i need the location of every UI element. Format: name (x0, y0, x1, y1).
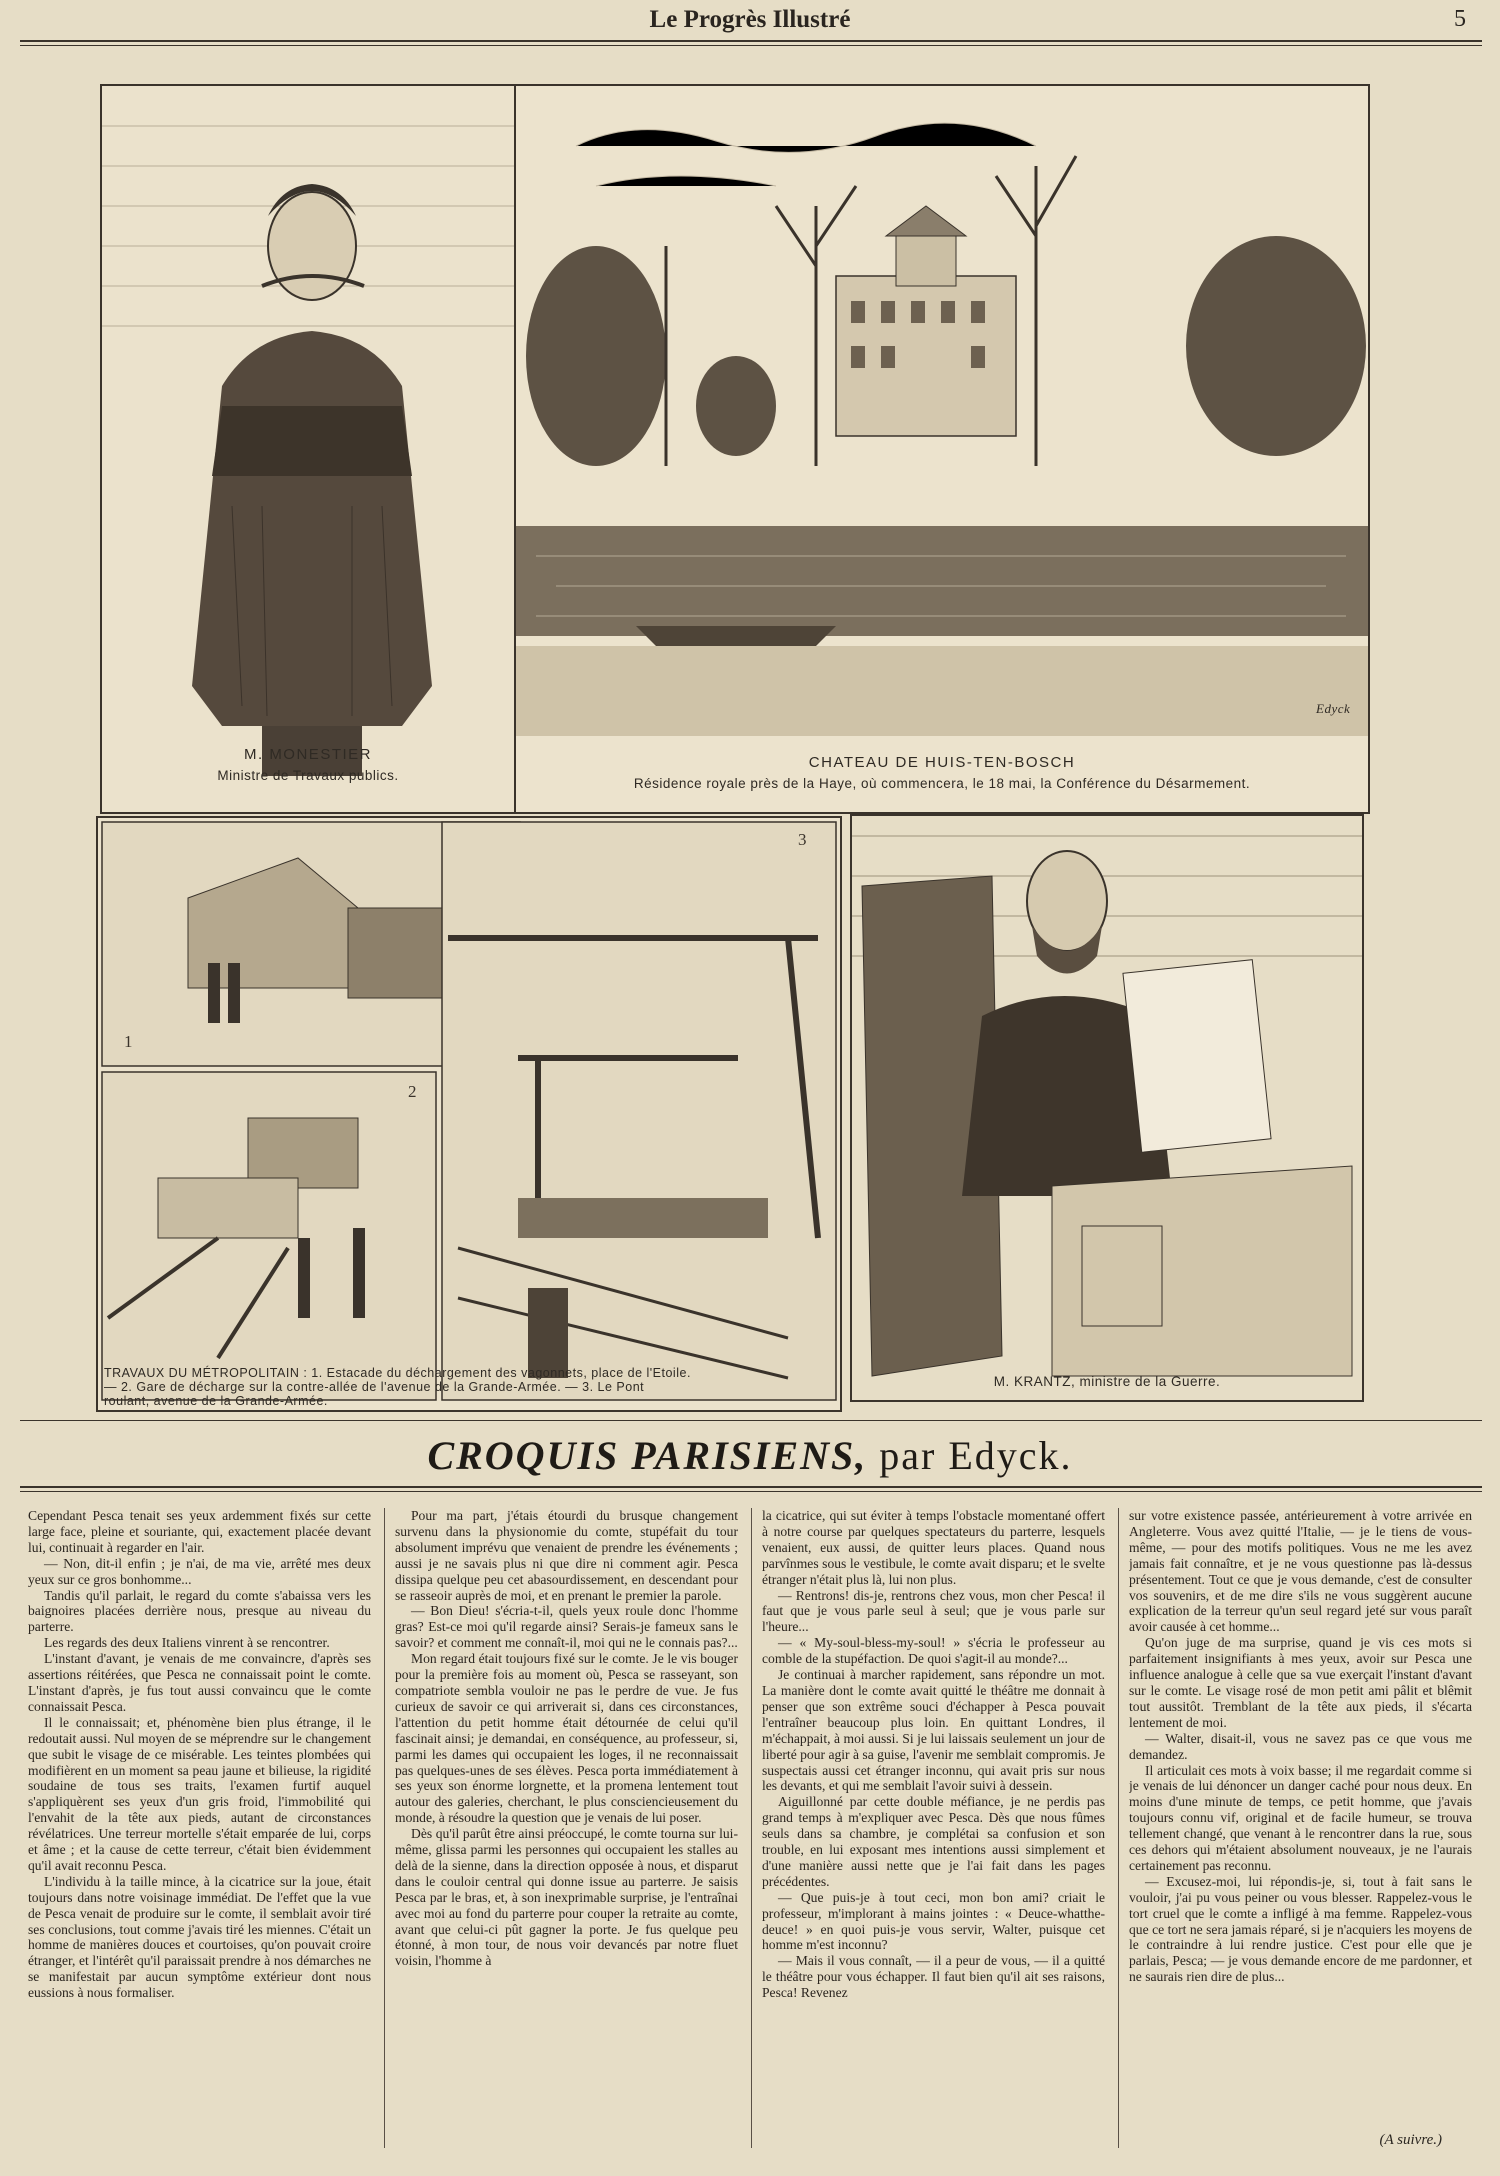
paragraph: Il le connaissait; et, phénomène bien plus étrange, il le redoutait aussi. Nul moyen de se méprendre sur le changement que subit le visage de ce misérable. Les teintes plombées qui modifièrent en un moment sa peau jaune et bilieuse, la rigidité soudaine de tous ses traits, l'examen furtif auquel s'appliquèrent ses yeux d'un gris froid, l'immobilité qui l'envahit de la tête aux pieds, autant de circonstances révélatrices. Une terreur mortelle s'était emparée de lui, corps et âme ; et la cause de cette terreur, c'était bien évidemment qu'il avait reconnu Pesca. (28, 1714, 371, 1873)
article-column-4 (1129, 1508, 1472, 2148)
masthead-rule (20, 40, 1482, 42)
paragraph: — Mais il vous connaît, — il a peur de vous, — il a quitté le théâtre pour vous échapper. Il faut bien qu'il ait ses raisons, Pesca! Revenez (762, 1953, 1105, 2001)
paragraph: Qu'on juge de ma surprise, quand je vis ces mots si parfaitement insignifiants à mes yeux, avoir sur Pesca une influence analogue à celle que sa vue exerçait l'instant d'avant sur le comte. Le visage rosé de mon petit ami pâlit et blêmit tout aussitôt. Tremblant de la tête aux pieds, il s'écarta lentement de moi. (1129, 1635, 1472, 1730)
paragraph: Les regards des deux Italiens vinrent à se rencontrer. (44, 1635, 330, 1651)
paragraph: Je continuai à marcher rapidement, sans répondre un mot. La manière dont le comte avait quitté le théâtre me donnait à penser que son extrême souci d'échapper à Pesca pouvait l'entraîner beaucoup plus loin. En quittant Londres, il m'échappait, à moi aussi. Si je lui laissais seulement un jour de liberté pour agir à sa guise, l'avenir me semblait compromis. Je suspectais aussi cet étranger inconnu, qui avait pris sur nous les devants, et qui me semblait l'avoir suivi à dessein. (762, 1667, 1105, 1794)
paragraph: Dès qu'il parût être ainsi préoccupé, le comte tourna sur lui-même, glissa parmi les personnes qui occupaient les stalles au delà de la sienne, dans la direction opposée à nous, et disparut dans le couloir central qui donne issue au parterre. Je saisis Pesca par le bras, et, à son inexprimable surprise, je l'entraînai avec moi au fond du parterre pour couper la retraite au comte, avant que celui-ci pût gagner la porte. Je fus quelque peu étonné, à mon tour, de nous voir devancés par notre fluet voisin, l'homme à (395, 1826, 738, 1969)
chateau-title: CHATEAU DE HUIS-TEN-BOSCH (808, 754, 1076, 771)
metro-panel-3-label: 3 (798, 830, 807, 849)
chateau-subtitle: Résidence royale près de la Haye, où commencera, le 18 mai, la Conférence du Désarmement. (633, 776, 1251, 791)
paragraph: — Walter, disait-il, vous ne savez pas ce que vous me demandez. (1129, 1730, 1472, 1762)
metro-engraving (98, 818, 840, 1410)
continued-notice: (A suivre.) (1379, 2132, 1442, 2148)
chateau-engraving (516, 86, 1368, 812)
column-divider (1118, 1508, 1119, 2148)
article-headline (0, 1432, 1500, 1479)
metro-caption-line1: TRAVAUX DU MÉTROPOLITAIN : 1. Estacade du déchargement des vagonnets, place de l'Etoile. (104, 1366, 691, 1380)
paragraph: — Excusez-moi, lui répondis-je, si, tout à fait sans le vouloir, j'ai pu vous peiner ou vous blesser. Rappelez-vous le tort cruel que le comte a infligé à ma femme. Rappelez-vous que ce tort ne sera jamais réparé, si je n'acquiers les moyens de le contraindre à lui rendre justice. C'est pour elle que je parlais, Pesca; — je vous demande encore de me pardonner, et ne saurais rien dire de plus... (1129, 1873, 1472, 1985)
paragraph: — Non, dit-il enfin ; je n'ai, de ma vie, arrêté mes deux yeux sur ce gros bonhomme... (28, 1555, 371, 1587)
monestier-portrait (100, 84, 516, 814)
masthead (0, 0, 1500, 44)
paragraph: Il articulait ces mots à voix basse; il me regardait comme si je venais de lui dénoncer un danger caché pour nous deux. En moins d'une minute de temps, ce petit homme, que j'avais toujours connu vif, original et de facile humeur, se trouva tellement changé, que venant à le rencontrer dans la rue, sous ces dehors qui m'étaient absolument nouveaux, je ne l'aurais certainement pas reconnu. (1129, 1762, 1472, 1873)
column-divider (384, 1508, 385, 2148)
page-number: 5 (1454, 6, 1466, 32)
masthead-rule-thin (20, 45, 1482, 46)
newspaper-title: Le Progrès Illustré (649, 6, 851, 33)
krantz-portrait (850, 814, 1364, 1402)
paragraph: — Bon Dieu! s'écria-t-il, quels yeux roule donc l'homme gras? Est-ce moi qu'il regarde ainsi? Serais-je fameux sans le savoir? et comment me connaît-il, moi qui ne le connais pas?... (395, 1603, 738, 1651)
headline-bottom-rule-thin (20, 1491, 1482, 1492)
paragraph: Tandis qu'il parlait, le regard du comte s'abaissa vers les baignoires placées derrière nous, presque au niveau du parterre. (28, 1587, 371, 1635)
krantz-caption: M. KRANTZ, ministre de la Guerre. (993, 1374, 1221, 1389)
paragraph: — Rentrons! dis-je, rentrons chez vous, mon cher Pesca! il faut que je vous parle seul à seul; que je vous parle sur l'heure... (762, 1587, 1105, 1635)
paragraph: — Que puis-je à tout ceci, mon bon ami? criait le professeur, m'implorant à mains jointes : « Deuce-whatthe-deuce! » en quoi puis-je vous servir, Walter, puisque cet homme m'est inconnu? (762, 1889, 1105, 1953)
article-column-1 (28, 1508, 371, 2148)
paragraph: Aiguillonné par cette double méfiance, je ne perdis pas grand temps à m'expliquer avec Pesca. Dès que nous fûmes seuls dans sa chambre, je complétai sa confusion et son trouble, en lui exposant mes intentions aussi simplement et d'une manière aussi nette que je l'ai fait dans les pages précédentes. (762, 1794, 1105, 1889)
paragraph: la cicatrice, qui sut éviter à temps l'obstacle momentané offert à notre course par quelques spectateurs du parterre, lesquels venaient, eux aussi, de quitter leurs places. Quand nous parvînmes sous le vestibule, le comte avait disparu; et le svelte étranger n'était plus là, lui non plus. (762, 1508, 1105, 1587)
metro-panel-2-label: 2 (408, 1082, 417, 1101)
monestier-name: M. MONESTIER (243, 746, 372, 763)
chateau-illustration (514, 84, 1370, 814)
metro-caption-line3: roulant, avenue de la Grande-Armée. (104, 1394, 328, 1408)
paragraph: L'instant d'avant, je venais de me convaincre, d'après ses assertions réitérées, que Pesca ne connaissait point le comte. L'instant d'après, je fus tout aussi convaincu que le comte connaissait Pesca. (28, 1651, 371, 1714)
paragraph: L'individu à la taille mince, à la cicatrice sur la joue, était toujours dans notre voisinage immédiat. De l'effet que la vue de Pesca venait de produire sur le comte, il semblait avoir tiré ses conclusions, tout comme j'avais tiré les miennes. C'était un homme de manières douces et courtoises, qu'on pouvait croire étranger, et l'intérêt qu'il paraissait prendre à nos démarches ne se manifestait par aucun symptôme extérieur dont nous eussions à nous formaliser. (28, 1873, 371, 2001)
paragraph: sur votre existence passée, antérieurement à votre arrivée en Angleterre. Vous avez quitté l'Italie, — je le tiens de vous-même, — pour des motifs politiques. Vous ne me les avez jamais fait connaître, et je ne vous questionne pas là-dessus présentement. Tout ce que je vous demande, c'est de consulter vos souvenirs, et de me dire s'ils ne vous suggèrent aucune explication de la terreur qu'un seul regard jeté sur vous paraît avoir causée à cet homme... (1129, 1508, 1472, 1635)
metro-caption-line2: — 2. Gare de décharge sur la contre-allée de l'avenue de la Grande-Armée. — 3. Le Pont (104, 1380, 645, 1394)
paragraph: Mon regard était toujours fixé sur le comte. Je le vis bouger pour la première fois au moment où, Pesca se rasseyant, son compatriote sembla vouloir ne pas le perdre de vue. Je fus curieux de savoir ce qui arriverait si, dans ces circonstances, l'attention du petit homme était détournée de celui qu'il fascinait ainsi; je demandai, en conséquence, au professeur, si, parmi les dames qui occupaient les loges, il ne reconnaissait pas quelques-unes de ses élèves. Pesca porta immédiatement à ses yeux son énorme lorgnette, et la promena lentement tout autour des galeries, cherchant, le plus consciencieusement du monde, à résoudre la question que je venais de lui poser. (395, 1651, 738, 1826)
metro-panel-1-label: 1 (124, 1032, 133, 1051)
article-column-3 (762, 1508, 1105, 2148)
monestier-engraving (102, 86, 514, 812)
krantz-engraving (852, 816, 1362, 1400)
paragraph: — « My-soul-bless-my-soul! » s'écria le professeur au comble de la stupéfaction. De quoi s'agit-il au monde?... (762, 1635, 1105, 1667)
paragraph: Pour ma part, j'étais étourdi du brusque changement survenu dans la physionomie du comte, stupéfait du tour absolument imprévu que venaient de prendre les événements ; aussi je ne savais plus ni que dire ni comment agir. Pesca dissipa quelque peu cet abasourdissement, en descendant pour se rasseoir auprès de moi, et en prenant le premier la parole. (395, 1508, 738, 1603)
metro-works-illustration (96, 816, 842, 1412)
headline-top-rule (20, 1420, 1482, 1421)
monestier-role: Ministre de Travaux publics. (217, 768, 399, 783)
headline-title: CROQUIS PARISIENS, (427, 1433, 868, 1478)
headline-bottom-rule (20, 1486, 1482, 1488)
article-column-2 (395, 1508, 738, 2148)
chateau-signature: Edyck (1316, 701, 1351, 716)
column-divider (751, 1508, 752, 2148)
paragraph: Cependant Pesca tenait ses yeux ardemment fixés sur cette large face, pleine et souriante, qui, exactement placée devant lui, continuait à regarder en l'air. (28, 1508, 371, 1555)
headline-byline: par Edyck. (879, 1433, 1073, 1478)
